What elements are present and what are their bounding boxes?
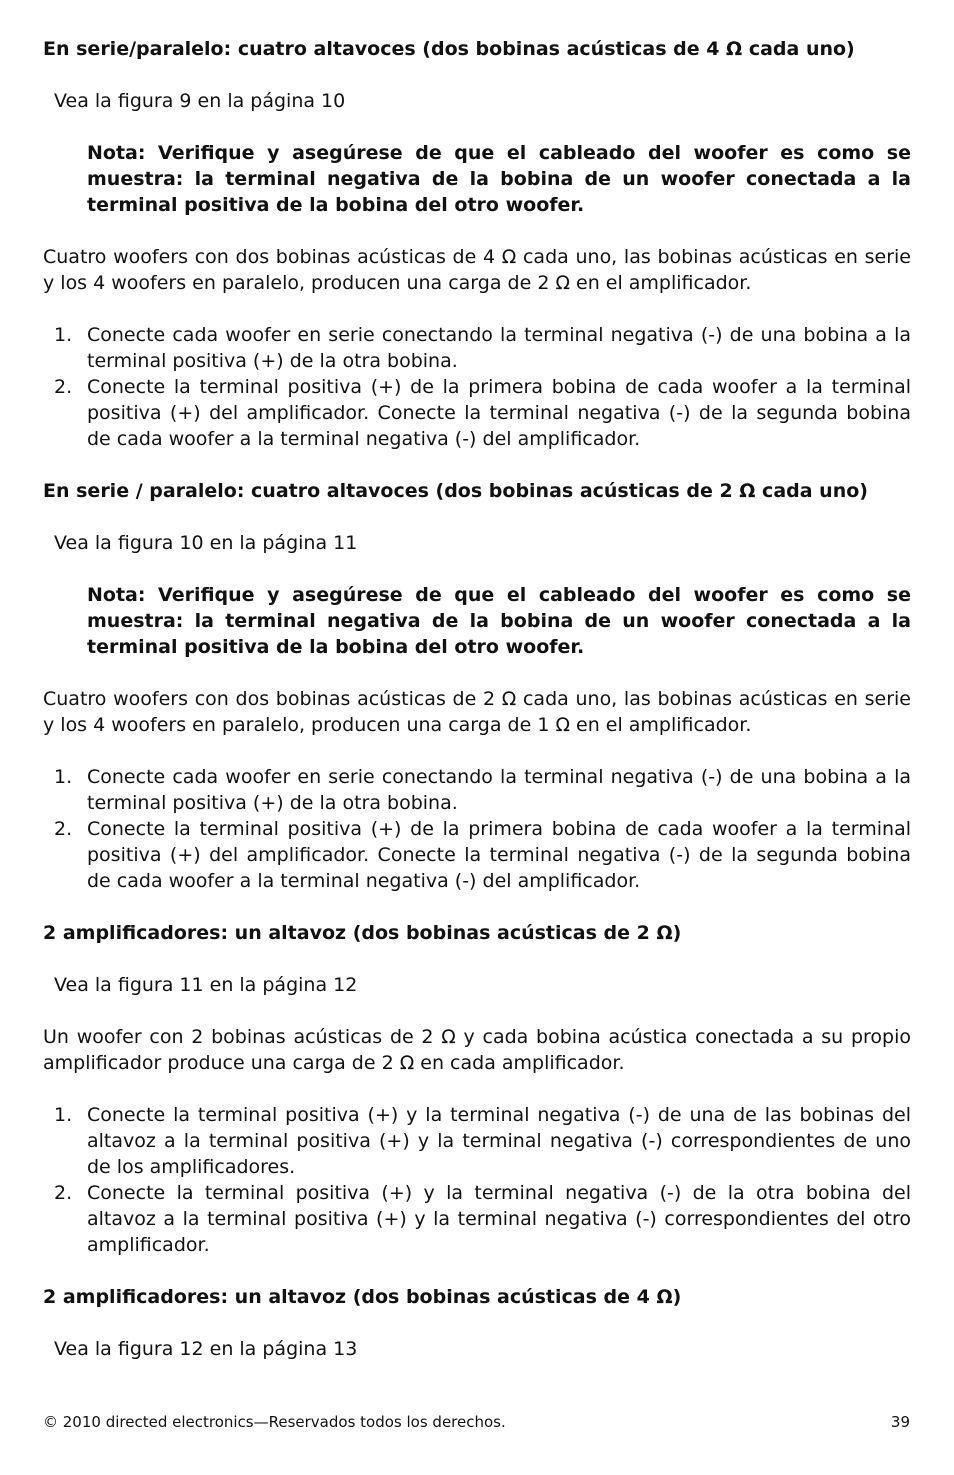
body-paragraph: Cuatro woofers con dos bobinas acústicas de 2 Ω cada uno, las bobinas acústicas en serie y los 4 woofers en paralelo, producen una carga de 1 Ω en el amplificador. xyxy=(43,688,911,736)
step-item xyxy=(43,1102,911,1180)
step-text: Conecte la terminal positiva (+) de la primera bobina de cada woofer a la terminal positiva (+) del amplificador. Conecte la terminal negativa (-) de la segunda bobina de cada woofer a la terminal negativa (-) del amplificador. xyxy=(87,818,911,892)
step-number: 1. xyxy=(54,324,73,346)
page-number: 39 xyxy=(890,1413,910,1431)
steps-list xyxy=(43,764,911,894)
figure-reference: Vea la figura 10 en la página 11 xyxy=(54,532,358,554)
note-text: Nota: Verifique y asegúrese de que el cableado del woofer es como se muestra: la terminal negativa de la bobina de un woofer conectada a la terminal positiva de la bobina del otro woofer. xyxy=(87,142,911,216)
step-item xyxy=(43,1180,911,1258)
step-item xyxy=(43,322,911,374)
step-item xyxy=(43,764,911,816)
step-item xyxy=(43,374,911,452)
step-number: 1. xyxy=(54,1104,73,1126)
step-number: 2. xyxy=(54,818,73,840)
body-paragraph: Cuatro woofers con dos bobinas acústicas de 4 Ω cada uno, las bobinas acústicas en serie y los 4 woofers en paralelo, producen una carga de 2 Ω en el amplificador. xyxy=(43,246,911,294)
copyright-text: © 2010 directed electronics—Reservados todos los derechos. xyxy=(43,1413,506,1431)
note-text: Nota: Verifique y asegúrese de que el cableado del woofer es como se muestra: la terminal negativa de la bobina de un woofer conectada a la terminal positiva de la bobina del otro woofer. xyxy=(87,584,911,658)
steps-list xyxy=(43,322,911,452)
step-text: Conecte la terminal positiva (+) y la terminal negativa (-) de la otra bobina del altavoz a la terminal positiva (+) y la terminal negativa (-) correspondientes del otro amplificador. xyxy=(87,1182,911,1256)
page-footer xyxy=(43,1412,910,1432)
step-number: 1. xyxy=(54,766,73,788)
steps-list xyxy=(43,1102,911,1258)
section-two-amps-2ohm xyxy=(43,920,911,1258)
step-text: Conecte la terminal positiva (+) de la primera bobina de cada woofer a la terminal positiva (+) del amplificador. Conecte la terminal negativa (-) de la segunda bobina de cada woofer a la terminal negativa (-) del amplificador. xyxy=(87,376,911,450)
figure-reference: Vea la figura 12 en la página 13 xyxy=(54,1338,358,1360)
step-text: Conecte cada woofer en serie conectando la terminal negativa (-) de una bobina a la terminal positiva (+) de la otra bobina. xyxy=(87,766,911,814)
step-item xyxy=(43,816,911,894)
document-page xyxy=(43,36,911,1362)
section-heading: En serie / paralelo: cuatro altavoces (dos bobinas acústicas de 2 Ω cada uno) xyxy=(43,480,868,502)
step-number: 2. xyxy=(54,1182,73,1204)
body-paragraph: Un woofer con 2 bobinas acústicas de 2 Ω y cada bobina acústica conectada a su propio amplificador produce una carga de 2 Ω en cada amplificador. xyxy=(43,1026,911,1074)
step-text: Conecte la terminal positiva (+) y la terminal negativa (-) de una de las bobinas del altavoz a la terminal positiva (+) y la terminal negativa (-) correspondientes de uno de los amplificadores. xyxy=(87,1104,911,1178)
section-heading: En serie/paralelo: cuatro altavoces (dos bobinas acústicas de 4 Ω cada uno) xyxy=(43,38,855,60)
section-series-parallel-2ohm xyxy=(43,478,911,894)
section-heading: 2 amplificadores: un altavoz (dos bobinas acústicas de 4 Ω) xyxy=(43,1286,682,1308)
section-series-parallel-4ohm xyxy=(43,36,911,452)
section-heading: 2 amplificadores: un altavoz (dos bobinas acústicas de 2 Ω) xyxy=(43,922,682,944)
section-two-amps-4ohm xyxy=(43,1284,911,1362)
figure-reference: Vea la figura 9 en la página 10 xyxy=(54,90,346,112)
step-number: 2. xyxy=(54,376,73,398)
step-text: Conecte cada woofer en serie conectando la terminal negativa (-) de una bobina a la terminal positiva (+) de la otra bobina. xyxy=(87,324,911,372)
figure-reference: Vea la figura 11 en la página 12 xyxy=(54,974,358,996)
